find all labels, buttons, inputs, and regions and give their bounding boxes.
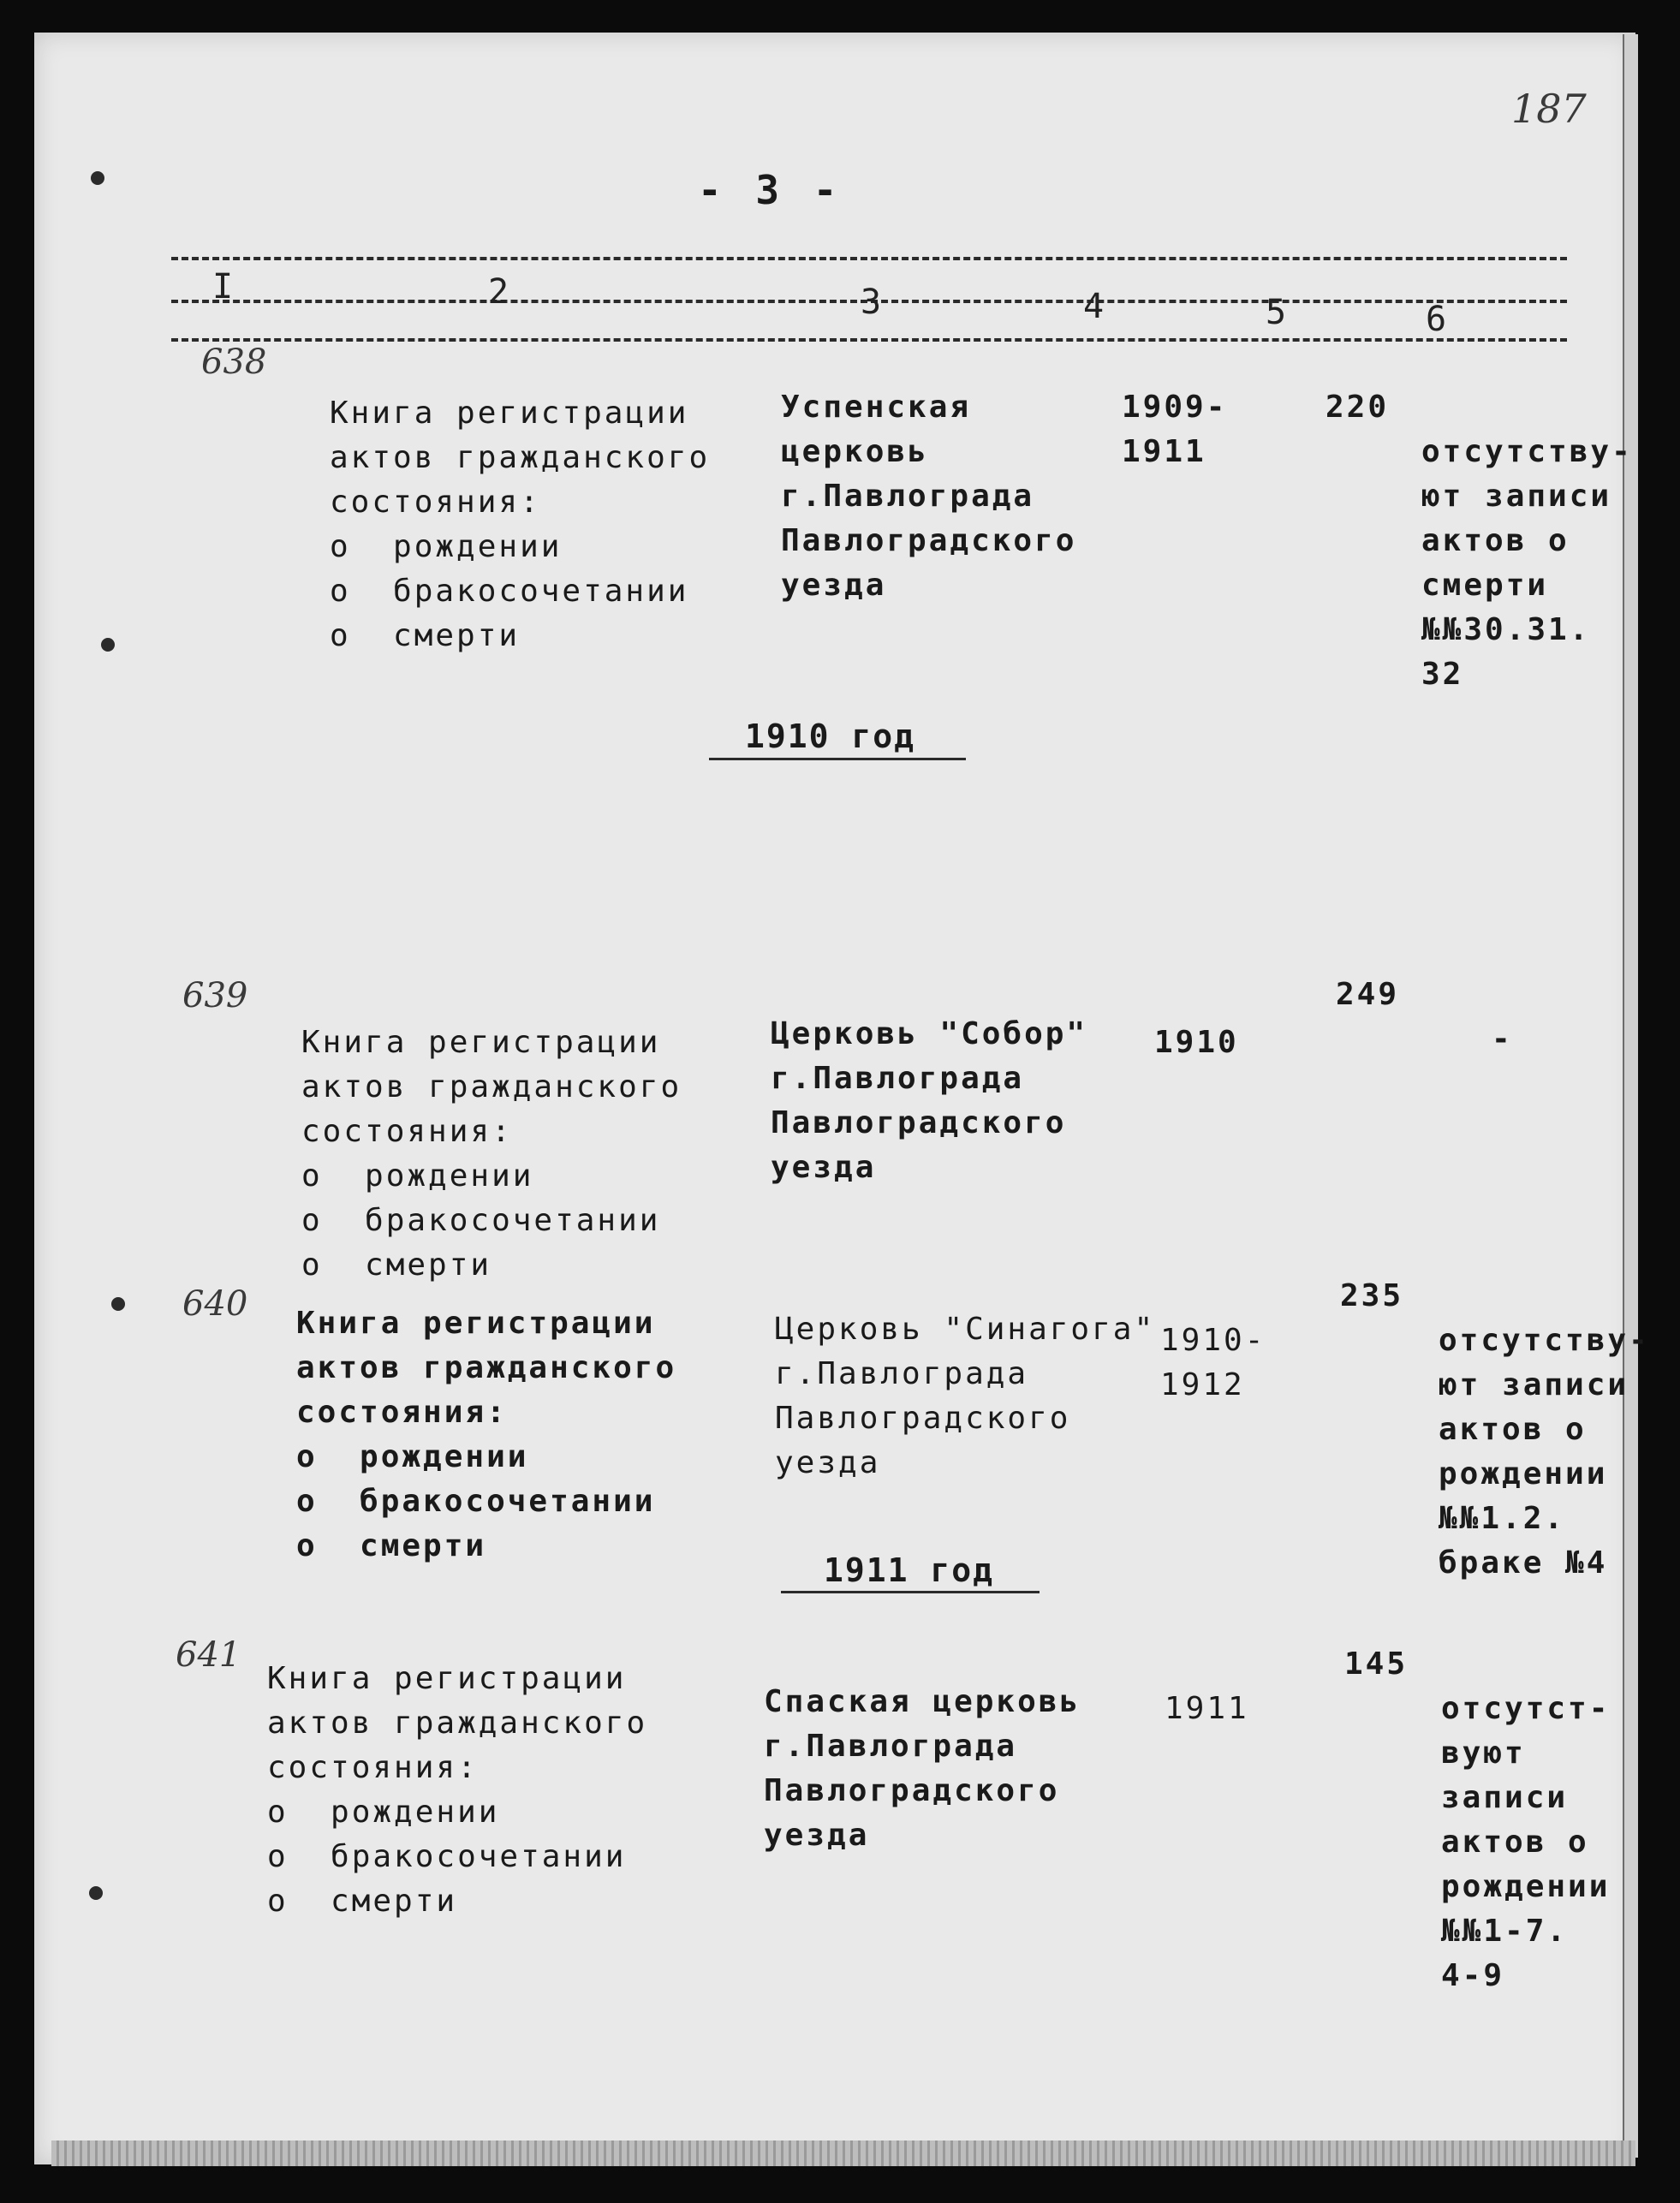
church-name <box>764 1635 1081 1902</box>
title-line: Книга регистрации <box>301 1025 661 1060</box>
church-line: Павлоградского <box>764 1773 1060 1808</box>
title-line: о рождении <box>330 529 563 564</box>
church-line: г.Павлограда <box>771 1061 1025 1096</box>
church-name <box>771 968 1087 1235</box>
title-line: состояния: <box>301 1114 513 1149</box>
record-title <box>296 1257 676 1613</box>
year-line: 1911 <box>1122 434 1206 469</box>
column-header: I <box>212 267 234 307</box>
title-line: о смерти <box>301 1247 492 1283</box>
page-edge <box>1623 34 1638 2158</box>
page-number: - 3 - <box>698 167 843 213</box>
note-line: №№1-7. <box>1441 1914 1569 1949</box>
record-years <box>1154 976 1239 1110</box>
note-line: №№1.2. <box>1439 1501 1566 1536</box>
note-line: актов о <box>1441 1825 1589 1860</box>
church-line: Павлоградского <box>771 1105 1067 1140</box>
title-line: актов гражданского <box>301 1069 682 1104</box>
year-line: 1912 <box>1160 1367 1245 1402</box>
note-line: - <box>1492 1021 1513 1057</box>
heading-underline <box>781 1591 1040 1593</box>
column-header: 6 <box>1426 300 1447 339</box>
column-header: 2 <box>488 272 509 312</box>
title-line: о смерти <box>330 618 521 653</box>
record-title <box>267 1612 647 1968</box>
punch-hole <box>91 171 104 185</box>
record-count: 145 <box>1344 1646 1409 1682</box>
record-note <box>1421 385 1633 741</box>
note-line: 32 <box>1421 657 1464 692</box>
note-line: смерти <box>1421 568 1549 603</box>
column-header: 5 <box>1266 293 1287 332</box>
note-line: ют записи <box>1439 1367 1629 1402</box>
note-line: отсутст- <box>1441 1691 1611 1726</box>
record-note <box>1441 1642 1610 2043</box>
record-title <box>330 347 710 703</box>
title-line: о рождении <box>267 1795 500 1830</box>
title-line: о бракосочетании <box>330 574 689 609</box>
punch-hole <box>89 1886 103 1900</box>
church-line: церковь <box>781 434 929 469</box>
title-line: о смерти <box>267 1884 458 1919</box>
record-note <box>1439 1274 1650 1630</box>
church-name <box>781 341 1076 652</box>
title-line: о смерти <box>296 1528 487 1563</box>
folio-number: 187 <box>1511 86 1587 132</box>
punch-hole <box>101 638 115 652</box>
title-line: о бракосочетании <box>267 1839 627 1874</box>
note-line: актов о <box>1439 1412 1587 1447</box>
title-line: Книга регистрации <box>267 1661 627 1696</box>
church-line: г.Павлограда <box>775 1356 1029 1391</box>
title-line: Книга регистрации <box>296 1306 656 1341</box>
title-line: актов гражданского <box>330 440 711 475</box>
stacked-pages-edge <box>51 2140 1635 2166</box>
record-years <box>1165 1642 1249 1776</box>
church-line: Павлоградского <box>781 523 1077 558</box>
church-line: Павлоградского <box>775 1401 1071 1436</box>
record-number: 639 <box>182 976 248 1015</box>
note-line: 4-9 <box>1441 1958 1505 1993</box>
title-line: актов гражданского <box>267 1706 648 1741</box>
record-note <box>1492 973 1513 1106</box>
note-line: отсутству- <box>1421 434 1633 469</box>
title-line: актов гражданского <box>296 1350 677 1385</box>
year-line: 1911 <box>1165 1691 1249 1726</box>
record-count: 220 <box>1326 390 1390 425</box>
title-line: о бракосочетании <box>296 1484 656 1519</box>
record-years <box>1160 1274 1266 1452</box>
note-line: рождении <box>1441 1869 1611 1904</box>
church-line: Успенская <box>781 390 972 425</box>
heading-underline <box>709 758 966 760</box>
column-header: 3 <box>861 283 882 322</box>
title-line: Книга регистрации <box>330 396 689 431</box>
title-line: о рождении <box>301 1158 534 1194</box>
church-line: г.Павлограда <box>781 479 1035 514</box>
section-heading-1911: 1911 год <box>824 1551 995 1589</box>
church-line: уезда <box>775 1445 881 1480</box>
record-number: 640 <box>182 1284 248 1324</box>
section-heading-1910: 1910 год <box>745 717 916 755</box>
record-years <box>1122 341 1227 519</box>
title-line: состояния: <box>330 485 541 520</box>
title-line: состояния: <box>296 1395 508 1430</box>
note-line: №№30.31. <box>1421 612 1591 647</box>
note-line: актов о <box>1421 523 1570 558</box>
header-rule <box>171 257 1567 260</box>
record-count: 235 <box>1340 1278 1404 1313</box>
column-header: 4 <box>1083 287 1105 326</box>
record-number: 638 <box>201 342 267 382</box>
year-line: 1910 <box>1154 1025 1239 1060</box>
year-line: 1909- <box>1122 390 1228 425</box>
record-count: 249 <box>1336 977 1400 1012</box>
punch-hole <box>111 1297 125 1311</box>
note-line: ют записи <box>1421 479 1612 514</box>
title-line: о бракосочетании <box>301 1203 661 1238</box>
church-line: уезда <box>764 1818 870 1853</box>
note-line: вуют <box>1441 1736 1526 1771</box>
church-line: Спаская церковь <box>764 1684 1081 1719</box>
title-line: о рождении <box>296 1439 529 1474</box>
note-line: записи <box>1441 1780 1569 1815</box>
record-number: 641 <box>176 1635 241 1675</box>
church-name <box>775 1263 1155 1530</box>
year-line: 1910- <box>1160 1323 1266 1358</box>
church-line: уезда <box>781 568 887 603</box>
church-line: Церковь "Синагога" <box>775 1312 1156 1347</box>
note-line: браке №4 <box>1439 1545 1608 1581</box>
church-line: Церковь "Собор" <box>771 1016 1088 1051</box>
title-line: состояния: <box>267 1750 479 1785</box>
note-line: рождении <box>1439 1456 1608 1491</box>
note-line: отсутству- <box>1439 1323 1650 1358</box>
church-line: г.Павлограда <box>764 1729 1018 1764</box>
church-line: уезда <box>771 1150 877 1185</box>
